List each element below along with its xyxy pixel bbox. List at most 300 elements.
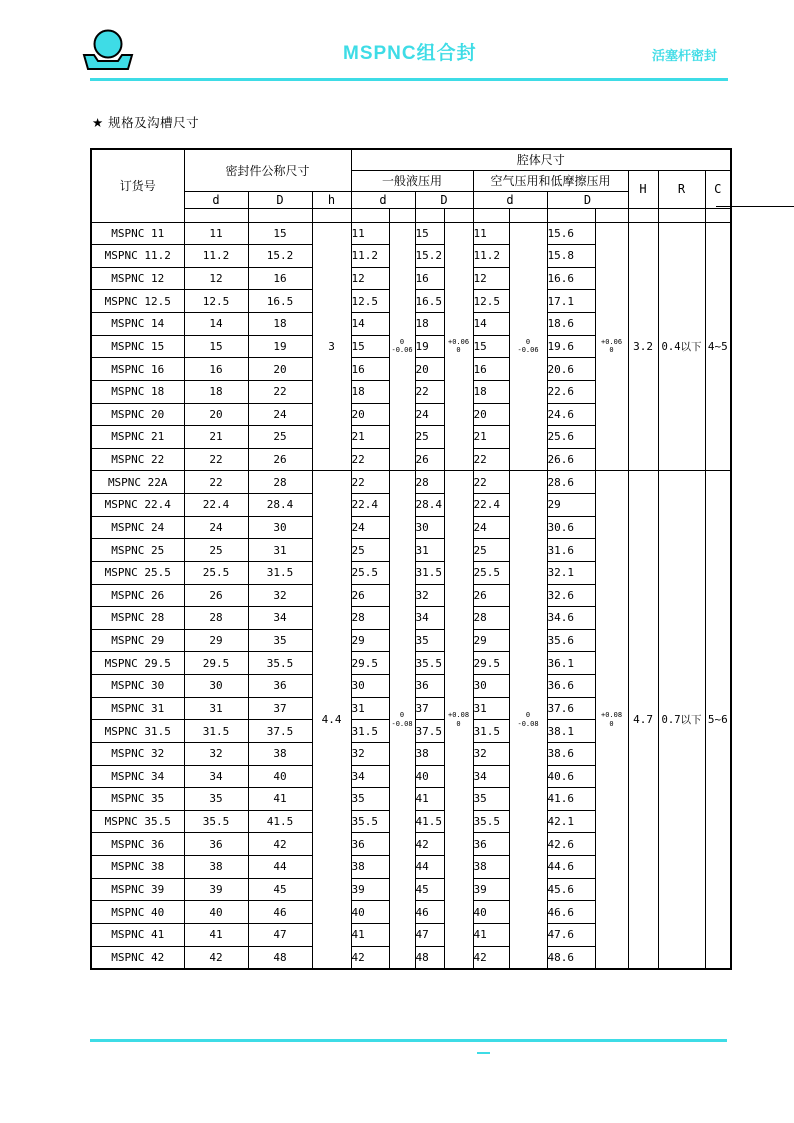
- order-no-cell: MSPNC 31.5: [91, 720, 184, 743]
- order-no-cell: MSPNC 22.4: [91, 494, 184, 517]
- spacer-cell: [705, 208, 731, 222]
- pneumatic-D-cell: 34.6: [547, 607, 595, 630]
- tolerance-line: 0: [456, 346, 461, 355]
- pneumatic-D-cell: 31.6: [547, 539, 595, 562]
- order-no-cell: MSPNC 21: [91, 426, 184, 449]
- hydraulic-D-cell: 36: [415, 675, 444, 698]
- hydraulic-D-cell: 34: [415, 607, 444, 630]
- tolerance-line: +0.08: [447, 711, 470, 720]
- pneumatic-D-cell: 17.1: [547, 290, 595, 313]
- hydraulic-d-cell: 42: [351, 946, 389, 969]
- seal-D-cell: 28: [248, 471, 312, 494]
- hydraulic-D-cell: 26: [415, 448, 444, 471]
- seal-d-cell: 35: [184, 788, 248, 811]
- seal-D-cell: 31.5: [248, 561, 312, 584]
- header-seal-D: D: [248, 191, 312, 208]
- order-no-cell: MSPNC 11.2: [91, 245, 184, 268]
- pneumatic-d-cell: 28: [473, 607, 509, 630]
- seal-D-cell: 37.5: [248, 720, 312, 743]
- hydraulic-D-cell: 48: [415, 946, 444, 969]
- pneumatic-d-cell: 22: [473, 471, 509, 494]
- pneumatic-D-tolerance-cell: [595, 222, 628, 471]
- spacer-cell: [658, 208, 705, 222]
- pneumatic-d-cell: 36: [473, 833, 509, 856]
- pneumatic-d-cell: 16: [473, 358, 509, 381]
- tolerance-line: 0: [399, 338, 405, 347]
- spacer-cell: [389, 208, 415, 222]
- seal-D-cell: 28.4: [248, 494, 312, 517]
- spacer-cell: [473, 208, 509, 222]
- header-hyd-D: D: [415, 191, 473, 208]
- pneumatic-D-cell: 15.6: [547, 222, 595, 245]
- header-pneu-d: d: [473, 191, 547, 208]
- hydraulic-d-cell: 11: [351, 222, 389, 245]
- seal-D-cell: 18: [248, 313, 312, 336]
- hydraulic-D-tolerance-cell: [444, 222, 473, 471]
- pneumatic-d-cell: 35.5: [473, 810, 509, 833]
- pneumatic-D-cell: 26.6: [547, 448, 595, 471]
- hydraulic-D-cell: 25: [415, 426, 444, 449]
- header-spacer-row: [91, 208, 731, 222]
- section-title: ★ 规格及沟槽尺寸: [92, 115, 200, 130]
- seal-D-cell: 45: [248, 878, 312, 901]
- order-no-cell: MSPNC 35.5: [91, 810, 184, 833]
- tolerance-line: 0: [456, 719, 461, 728]
- order-no-cell: MSPNC 40: [91, 901, 184, 924]
- hydraulic-d-cell: 38: [351, 856, 389, 879]
- tolerance-line: +0.06: [447, 338, 470, 347]
- hydraulic-d-tolerance-cell: [389, 222, 415, 471]
- hydraulic-d-cell: 24: [351, 516, 389, 539]
- pneumatic-D-cell: 47.6: [547, 923, 595, 946]
- hydraulic-d-cell: 14: [351, 313, 389, 336]
- page-title: MSPNC组合封: [343, 43, 477, 64]
- hydraulic-d-cell: 12.5: [351, 290, 389, 313]
- seal-D-cell: 25: [248, 426, 312, 449]
- seal-D-cell: 36: [248, 675, 312, 698]
- spacer-cell: [444, 208, 473, 222]
- order-no-cell: MSPNC 24: [91, 516, 184, 539]
- seal-d-cell: 34: [184, 765, 248, 788]
- seal-D-cell: 16: [248, 267, 312, 290]
- hydraulic-D-cell: 37: [415, 697, 444, 720]
- tolerance-line: -0.08: [391, 719, 413, 728]
- order-no-cell: MSPNC 34: [91, 765, 184, 788]
- tolerance-line: 0: [609, 346, 614, 355]
- pneumatic-D-cell: 15.8: [547, 245, 595, 268]
- tolerance-line: -0.06: [517, 346, 539, 355]
- tolerance-line: -0.08: [517, 719, 539, 728]
- pneumatic-D-cell: 32.6: [547, 584, 595, 607]
- order-no-cell: MSPNC 31: [91, 697, 184, 720]
- seal-d-cell: 38: [184, 856, 248, 879]
- spec-table: [90, 148, 732, 970]
- hydraulic-D-cell: 42: [415, 833, 444, 856]
- hydraulic-d-cell: 40: [351, 901, 389, 924]
- pneumatic-d-cell: 31: [473, 697, 509, 720]
- seal-D-cell: 15: [248, 222, 312, 245]
- seal-d-cell: 20: [184, 403, 248, 426]
- spacer-cell: [628, 208, 658, 222]
- seal-d-cell: 11: [184, 222, 248, 245]
- pneumatic-d-cell: 38: [473, 856, 509, 879]
- pneumatic-D-cell: 44.6: [547, 856, 595, 879]
- seal-D-cell: 16.5: [248, 290, 312, 313]
- pneumatic-d-cell: 22: [473, 448, 509, 471]
- seal-d-cell: 29.5: [184, 652, 248, 675]
- pneumatic-d-tolerance-cell: [509, 471, 547, 969]
- pneumatic-D-cell: 19.6: [547, 335, 595, 358]
- pneumatic-D-cell: 32.1: [547, 561, 595, 584]
- hydraulic-d-cell: 34: [351, 765, 389, 788]
- seal-D-cell: 31: [248, 539, 312, 562]
- seal-d-cell: 36: [184, 833, 248, 856]
- H-cell: 3.2: [628, 222, 658, 471]
- order-no-cell: MSPNC 22A: [91, 471, 184, 494]
- seal-D-cell: 46: [248, 901, 312, 924]
- pneumatic-D-cell: 36.1: [547, 652, 595, 675]
- pneumatic-D-cell: 46.6: [547, 901, 595, 924]
- seal-d-cell: 15: [184, 335, 248, 358]
- hydraulic-D-cell: 35: [415, 629, 444, 652]
- hydraulic-d-cell: 36: [351, 833, 389, 856]
- seal-h-cell: 3: [312, 222, 351, 471]
- hydraulic-d-cell: 26: [351, 584, 389, 607]
- seal-d-cell: 24: [184, 516, 248, 539]
- pneumatic-d-cell: 11: [473, 222, 509, 245]
- order-no-cell: MSPNC 39: [91, 878, 184, 901]
- pneumatic-d-cell: 30: [473, 675, 509, 698]
- pneumatic-D-cell: 29: [547, 494, 595, 517]
- seal-d-cell: 18: [184, 380, 248, 403]
- seal-d-cell: 12.5: [184, 290, 248, 313]
- page-number-mark: [477, 1052, 490, 1054]
- pneumatic-d-cell: 14: [473, 313, 509, 336]
- hydraulic-d-cell: 22.4: [351, 494, 389, 517]
- seal-d-cell: 42: [184, 946, 248, 969]
- order-no-cell: MSPNC 16: [91, 358, 184, 381]
- seal-D-cell: 32: [248, 584, 312, 607]
- pneumatic-d-cell: 25.5: [473, 561, 509, 584]
- pneumatic-d-cell: 39: [473, 878, 509, 901]
- tolerance-line: +0.08: [600, 711, 623, 720]
- hydraulic-d-cell: 35: [351, 788, 389, 811]
- seal-d-cell: 30: [184, 675, 248, 698]
- seal-D-cell: 48: [248, 946, 312, 969]
- hydraulic-d-cell: 35.5: [351, 810, 389, 833]
- order-no-cell: MSPNC 15: [91, 335, 184, 358]
- seal-D-cell: 26: [248, 448, 312, 471]
- seal-D-cell: 34: [248, 607, 312, 630]
- seal-D-cell: 42: [248, 833, 312, 856]
- hydraulic-d-cell: 15: [351, 335, 389, 358]
- hydraulic-d-cell: 11.2: [351, 245, 389, 268]
- seal-D-cell: 37: [248, 697, 312, 720]
- hydraulic-d-cell: 25.5: [351, 561, 389, 584]
- seal-d-cell: 22.4: [184, 494, 248, 517]
- hydraulic-d-cell: 29.5: [351, 652, 389, 675]
- pneumatic-d-cell: 18: [473, 380, 509, 403]
- hydraulic-d-cell: 39: [351, 878, 389, 901]
- right-stub-line: [716, 206, 794, 207]
- seal-d-cell: 29: [184, 629, 248, 652]
- header-cavity: 腔体尺寸: [351, 149, 731, 170]
- order-no-cell: MSPNC 42: [91, 946, 184, 969]
- pneumatic-d-cell: 20: [473, 403, 509, 426]
- hydraulic-d-cell: 29: [351, 629, 389, 652]
- H-cell: 4.7: [628, 471, 658, 969]
- spacer-cell: [595, 208, 628, 222]
- hydraulic-D-cell: 28.4: [415, 494, 444, 517]
- pneumatic-d-cell: 29.5: [473, 652, 509, 675]
- pneumatic-D-cell: 22.6: [547, 380, 595, 403]
- table-row: [91, 222, 731, 245]
- pneumatic-d-cell: 25: [473, 539, 509, 562]
- hydraulic-D-cell: 31.5: [415, 561, 444, 584]
- order-no-cell: MSPNC 20: [91, 403, 184, 426]
- header-seal-d: d: [184, 191, 248, 208]
- hydraulic-d-cell: 32: [351, 742, 389, 765]
- pneumatic-d-cell: 22.4: [473, 494, 509, 517]
- pneumatic-d-cell: 29: [473, 629, 509, 652]
- pneumatic-d-cell: 42: [473, 946, 509, 969]
- pneumatic-D-cell: 18.6: [547, 313, 595, 336]
- hydraulic-d-cell: 30: [351, 675, 389, 698]
- hydraulic-d-cell: 16: [351, 358, 389, 381]
- hydraulic-D-cell: 41.5: [415, 810, 444, 833]
- tolerance-line: -0.06: [391, 346, 413, 355]
- table-header: [91, 149, 731, 222]
- tolerance-line: +0.06: [600, 338, 623, 347]
- hydraulic-D-cell: 20: [415, 358, 444, 381]
- pneumatic-D-cell: 35.6: [547, 629, 595, 652]
- hydraulic-D-cell: 38: [415, 742, 444, 765]
- hydraulic-D-cell: 30: [415, 516, 444, 539]
- header-pneu-D: D: [547, 191, 628, 208]
- seal-D-cell: 41: [248, 788, 312, 811]
- seal-D-cell: 35: [248, 629, 312, 652]
- seal-D-cell: 38: [248, 742, 312, 765]
- hydraulic-D-cell: 31: [415, 539, 444, 562]
- hydraulic-d-cell: 31.5: [351, 720, 389, 743]
- pneumatic-d-cell: 32: [473, 742, 509, 765]
- hydraulic-d-cell: 25: [351, 539, 389, 562]
- spacer-cell: [248, 208, 312, 222]
- order-no-cell: MSPNC 29.5: [91, 652, 184, 675]
- header-seal-nominal: 密封件公称尺寸: [184, 149, 351, 191]
- header-row-1: [91, 149, 731, 170]
- order-no-cell: MSPNC 35: [91, 788, 184, 811]
- seal-d-cell: 22: [184, 448, 248, 471]
- R-cell: 0.4以下: [658, 222, 705, 471]
- order-no-cell: MSPNC 32: [91, 742, 184, 765]
- spacer-cell: [312, 208, 351, 222]
- spec-table-body: [91, 222, 731, 969]
- pneumatic-d-cell: 21: [473, 426, 509, 449]
- tolerance-line: 0: [525, 338, 531, 347]
- hydraulic-d-cell: 28: [351, 607, 389, 630]
- hydraulic-D-cell: 40: [415, 765, 444, 788]
- R-cell: 0.7以下: [658, 471, 705, 969]
- hydraulic-d-cell: 22: [351, 471, 389, 494]
- seal-d-cell: 22: [184, 471, 248, 494]
- seal-d-cell: 14: [184, 313, 248, 336]
- order-no-cell: MSPNC 28: [91, 607, 184, 630]
- pneumatic-D-tolerance-cell: [595, 471, 628, 969]
- hydraulic-D-cell: 18: [415, 313, 444, 336]
- seal-d-cell: 28: [184, 607, 248, 630]
- pneumatic-d-cell: 15: [473, 335, 509, 358]
- pneumatic-D-cell: 41.6: [547, 788, 595, 811]
- order-no-cell: MSPNC 41: [91, 923, 184, 946]
- header-C: C: [705, 170, 731, 208]
- seal-D-cell: 47: [248, 923, 312, 946]
- pneumatic-D-cell: 24.6: [547, 403, 595, 426]
- pneumatic-D-cell: 36.6: [547, 675, 595, 698]
- hydraulic-D-cell: 32: [415, 584, 444, 607]
- order-no-cell: MSPNC 14: [91, 313, 184, 336]
- tolerance-line: 0: [399, 711, 405, 720]
- order-no-cell: MSPNC 29: [91, 629, 184, 652]
- seal-h-cell: 4.4: [312, 471, 351, 969]
- hydraulic-d-cell: 18: [351, 380, 389, 403]
- header-order-no: 订货号: [91, 149, 184, 222]
- pneumatic-D-cell: 25.6: [547, 426, 595, 449]
- hydraulic-d-cell: 41: [351, 923, 389, 946]
- order-no-cell: MSPNC 12: [91, 267, 184, 290]
- pneumatic-d-cell: 24: [473, 516, 509, 539]
- hydraulic-D-tolerance-cell: [444, 471, 473, 969]
- seal-d-cell: 39: [184, 878, 248, 901]
- pneumatic-d-cell: 41: [473, 923, 509, 946]
- seal-d-cell: 25: [184, 539, 248, 562]
- seal-d-cell: 11.2: [184, 245, 248, 268]
- hydraulic-D-cell: 37.5: [415, 720, 444, 743]
- header-rule: [90, 78, 728, 81]
- pneumatic-D-cell: 38.6: [547, 742, 595, 765]
- pneumatic-D-cell: 48.6: [547, 946, 595, 969]
- order-no-cell: MSPNC 26: [91, 584, 184, 607]
- tolerance-line: 0: [609, 719, 614, 728]
- spacer-cell: [547, 208, 595, 222]
- order-no-cell: MSPNC 22: [91, 448, 184, 471]
- seal-d-cell: 16: [184, 358, 248, 381]
- hydraulic-D-cell: 16: [415, 267, 444, 290]
- seal-D-cell: 20: [248, 358, 312, 381]
- seal-d-cell: 21: [184, 426, 248, 449]
- pneumatic-d-cell: 12: [473, 267, 509, 290]
- hydraulic-D-cell: 16.5: [415, 290, 444, 313]
- category-label: 活塞杆密封: [651, 48, 717, 63]
- pneumatic-d-cell: 12.5: [473, 290, 509, 313]
- hydraulic-D-cell: 41: [415, 788, 444, 811]
- seal-d-cell: 25.5: [184, 561, 248, 584]
- hydraulic-d-cell: 21: [351, 426, 389, 449]
- order-no-cell: MSPNC 18: [91, 380, 184, 403]
- pneumatic-d-cell: 26: [473, 584, 509, 607]
- pneumatic-d-cell: 40: [473, 901, 509, 924]
- C-cell: 5~6: [705, 471, 731, 969]
- hydraulic-D-cell: 45: [415, 878, 444, 901]
- pneumatic-D-cell: 20.6: [547, 358, 595, 381]
- pneumatic-d-cell: 34: [473, 765, 509, 788]
- pneumatic-D-cell: 30.6: [547, 516, 595, 539]
- seal-D-cell: 41.5: [248, 810, 312, 833]
- seal-D-cell: 19: [248, 335, 312, 358]
- pneumatic-d-cell: 31.5: [473, 720, 509, 743]
- hydraulic-D-cell: 35.5: [415, 652, 444, 675]
- hydraulic-d-tolerance-cell: [389, 471, 415, 969]
- pneumatic-D-cell: 37.6: [547, 697, 595, 720]
- order-no-cell: MSPNC 36: [91, 833, 184, 856]
- pneumatic-D-cell: 42.6: [547, 833, 595, 856]
- spacer-cell: [351, 208, 389, 222]
- header-seal-h: h: [312, 191, 351, 208]
- hydraulic-D-cell: 22: [415, 380, 444, 403]
- seal-D-cell: 30: [248, 516, 312, 539]
- header-R: R: [658, 170, 705, 208]
- hydraulic-D-cell: 15.2: [415, 245, 444, 268]
- pneumatic-d-cell: 11.2: [473, 245, 509, 268]
- seal-d-cell: 41: [184, 923, 248, 946]
- seal-D-cell: 44: [248, 856, 312, 879]
- brand-logo-icon: [82, 27, 134, 78]
- hydraulic-d-cell: 22: [351, 448, 389, 471]
- spacer-cell: [184, 208, 248, 222]
- pneumatic-D-cell: 16.6: [547, 267, 595, 290]
- pneumatic-D-cell: 28.6: [547, 471, 595, 494]
- footer-rule: [90, 1039, 727, 1042]
- seal-d-cell: 35.5: [184, 810, 248, 833]
- seal-d-cell: 12: [184, 267, 248, 290]
- pneumatic-d-cell: 35: [473, 788, 509, 811]
- order-no-cell: MSPNC 11: [91, 222, 184, 245]
- order-no-cell: MSPNC 25: [91, 539, 184, 562]
- hydraulic-d-cell: 20: [351, 403, 389, 426]
- header-pneumatic: 空气压用和低摩擦压用: [473, 170, 628, 191]
- pneumatic-D-cell: 45.6: [547, 878, 595, 901]
- hydraulic-D-cell: 47: [415, 923, 444, 946]
- table-row: [91, 471, 731, 494]
- tolerance-line: 0: [525, 711, 531, 720]
- spacer-cell: [509, 208, 547, 222]
- header-hyd-d: d: [351, 191, 415, 208]
- seal-D-cell: 35.5: [248, 652, 312, 675]
- hydraulic-D-cell: 19: [415, 335, 444, 358]
- seal-d-cell: 32: [184, 742, 248, 765]
- hydraulic-D-cell: 46: [415, 901, 444, 924]
- header-H: H: [628, 170, 658, 208]
- seal-d-cell: 31.5: [184, 720, 248, 743]
- seal-d-cell: 40: [184, 901, 248, 924]
- pneumatic-D-cell: 40.6: [547, 765, 595, 788]
- order-no-cell: MSPNC 25.5: [91, 561, 184, 584]
- hydraulic-D-cell: 28: [415, 471, 444, 494]
- seal-D-cell: 40: [248, 765, 312, 788]
- C-cell: 4~5: [705, 222, 731, 471]
- hydraulic-d-cell: 12: [351, 267, 389, 290]
- pneumatic-D-cell: 38.1: [547, 720, 595, 743]
- seal-D-cell: 15.2: [248, 245, 312, 268]
- order-no-cell: MSPNC 12.5: [91, 290, 184, 313]
- header-hydraulic: 一般液压用: [351, 170, 473, 191]
- hydraulic-D-cell: 24: [415, 403, 444, 426]
- hydraulic-d-cell: 31: [351, 697, 389, 720]
- hydraulic-D-cell: 44: [415, 856, 444, 879]
- pneumatic-D-cell: 42.1: [547, 810, 595, 833]
- order-no-cell: MSPNC 38: [91, 856, 184, 879]
- seal-D-cell: 24: [248, 403, 312, 426]
